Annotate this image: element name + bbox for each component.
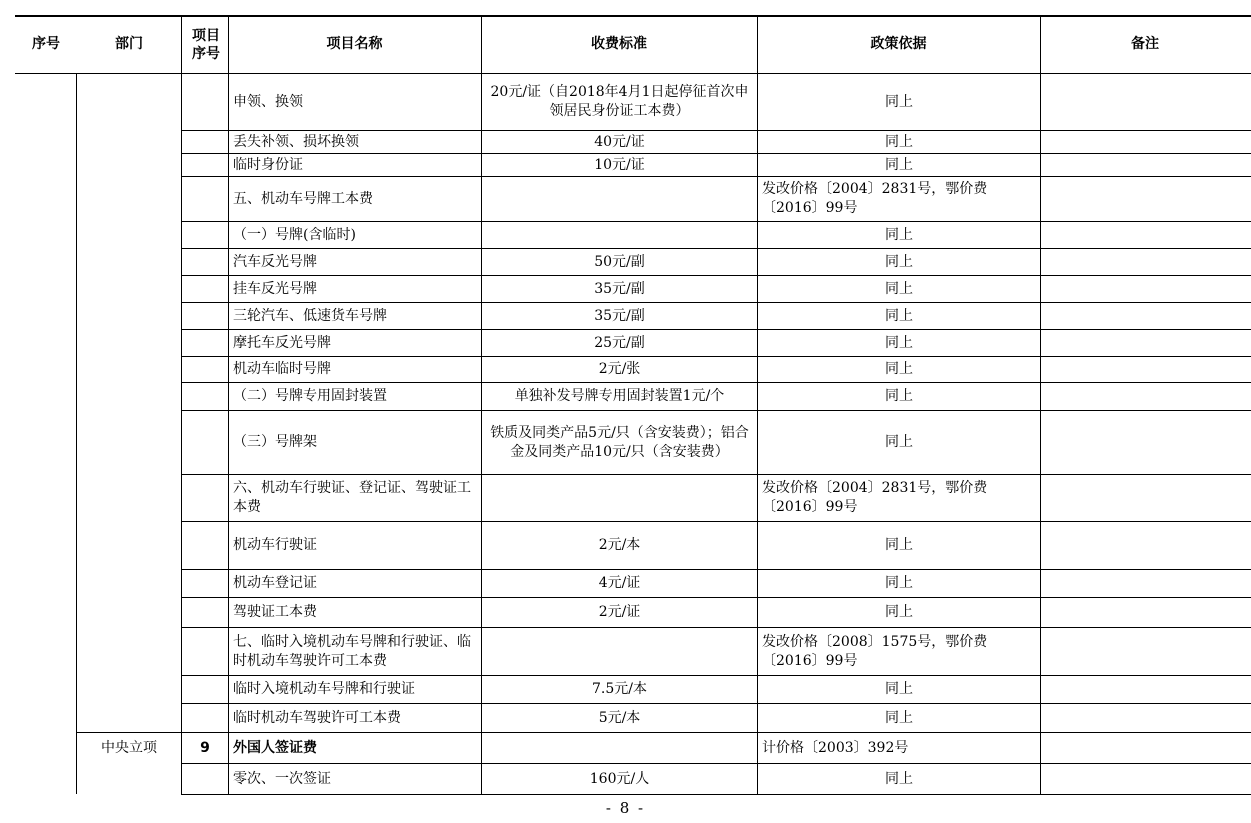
- row-divider: [181, 302, 1251, 303]
- row-fee-standard: [482, 475, 757, 521]
- row-fee-standard: 40元/证: [594, 133, 645, 150]
- header-item-seq: 项目序号: [192, 27, 220, 62]
- column-divider: [481, 73, 482, 794]
- header-basis: 政策依据: [870, 36, 927, 52]
- row-divider: [181, 410, 1251, 411]
- row-item-name: （一）号牌(含临时): [233, 226, 356, 243]
- row-divider: [181, 627, 1251, 628]
- header-divider: [1040, 15, 1041, 73]
- row-policy-basis: 同上: [885, 226, 913, 243]
- row-item-seq: 9: [200, 739, 210, 756]
- row-policy-basis: 同上: [885, 575, 913, 591]
- row-fee-standard: 单独补发号牌专用固封装置1元/个: [514, 388, 725, 404]
- row-item-name: 摩托车反光号牌: [233, 334, 331, 351]
- row-divider: [181, 329, 1251, 330]
- row-policy-basis: 同上: [885, 253, 913, 270]
- dept-row-top: [76, 732, 181, 733]
- row-policy-basis: 同上: [885, 681, 913, 697]
- row-item-name: 驾驶证工本费: [233, 604, 317, 620]
- row-divider: [181, 153, 1251, 154]
- header-divider: [481, 15, 482, 73]
- row-item-name: 三轮汽车、低速货车号牌: [233, 307, 387, 324]
- row-policy-basis: 发改价格〔2004〕2831号，鄂价费〔2016〕99号: [762, 480, 988, 515]
- row-fee-standard: 4元/证: [598, 575, 641, 591]
- row-item-name: 临时入境机动车号牌和行驶证: [233, 681, 415, 697]
- row-fee-standard: 20元/证（自2018年4月1日起停征首次申领居民身份证工本费）: [490, 84, 749, 119]
- row-divider: [181, 356, 1251, 357]
- row-fee-standard: 35元/副: [594, 280, 645, 297]
- row-divider: [181, 130, 1251, 131]
- row-policy-basis: 发改价格〔2004〕2831号，鄂价费〔2016〕99号: [762, 181, 988, 216]
- row-policy-basis: 同上: [885, 709, 913, 726]
- row-fee-standard: [482, 222, 757, 248]
- row-policy-basis: 同上: [885, 604, 913, 620]
- row-fee-standard: 10元/证: [594, 156, 645, 173]
- row-fee-standard: 160元/人: [589, 770, 650, 787]
- header-divider: [757, 15, 758, 73]
- column-divider: [181, 73, 182, 794]
- header-dept: 部门: [115, 36, 143, 52]
- row-item-name: 六、机动车行驶证、登记证、驾驶证工本费: [233, 480, 471, 515]
- row-item-name: 机动车临时号牌: [233, 361, 331, 377]
- row-policy-basis: 同上: [885, 388, 913, 404]
- row-item-name: 外国人签证费: [233, 739, 317, 756]
- header-bottom-border: [15, 73, 1251, 74]
- row-item-name: 挂车反光号牌: [233, 280, 317, 297]
- row-divider: [181, 794, 1251, 795]
- row-divider: [181, 221, 1251, 222]
- row-divider: [181, 763, 1251, 764]
- row-policy-basis: 发改价格〔2008〕1575号，鄂价费〔2016〕99号: [762, 633, 988, 669]
- row-item-name: 零次、一次签证: [233, 770, 331, 787]
- column-divider: [1040, 73, 1041, 794]
- row-policy-basis: 同上: [885, 307, 913, 324]
- row-policy-basis: 同上: [885, 133, 913, 150]
- header-divider: [181, 15, 182, 73]
- row-item-name: 机动车登记证: [233, 575, 317, 591]
- page-number: - 8 -: [605, 799, 646, 817]
- header-fee: 收费标准: [591, 36, 647, 52]
- row-item-name: 机动车行驶证: [233, 537, 317, 553]
- row-policy-basis: 同上: [885, 156, 913, 173]
- row-policy-basis: 同上: [885, 434, 913, 450]
- row-divider: [181, 597, 1251, 598]
- row-divider: [181, 703, 1251, 704]
- row-policy-basis: 同上: [885, 361, 913, 377]
- row-divider: [181, 732, 1251, 733]
- header-seq: 序号: [32, 36, 60, 52]
- row-fee-standard: 2元/张: [598, 361, 641, 377]
- row-divider: [181, 176, 1251, 177]
- row-fee-standard: [482, 628, 757, 675]
- row-item-name: 五、机动车号牌工本费: [233, 190, 373, 207]
- row-fee-standard: [482, 177, 757, 221]
- row-fee-standard: 25元/副: [594, 334, 645, 351]
- row-fee-standard: 35元/副: [594, 307, 645, 324]
- row-fee-standard: 5元/本: [598, 709, 641, 726]
- row-divider: [181, 675, 1251, 676]
- row-policy-basis: 计价格〔2003〕392号: [762, 739, 909, 756]
- row-policy-basis: 同上: [885, 537, 913, 553]
- row-fee-standard: [482, 733, 757, 763]
- row-item-name: 汽车反光号牌: [233, 253, 317, 270]
- row-fee-standard: 2元/本: [598, 537, 641, 553]
- row-policy-basis: 同上: [885, 334, 913, 351]
- column-divider: [757, 73, 758, 794]
- row-item-name: 临时身份证: [233, 156, 303, 173]
- row-fee-standard: 铁质及同类产品5元/只（含安装费）；铝合金及同类产品10元/只（含安装费）: [490, 424, 749, 460]
- row-item-name: 七、临时入境机动车号牌和行驶证、临时机动车驾驶许可工本费: [233, 633, 471, 669]
- row-divider: [181, 248, 1251, 249]
- row-divider: [181, 521, 1251, 522]
- row-divider: [181, 275, 1251, 276]
- row-policy-basis: 同上: [885, 280, 913, 297]
- row-dept: 中央立项: [101, 739, 157, 756]
- row-fee-standard: 2元/证: [598, 604, 641, 620]
- row-fee-standard: 50元/副: [594, 253, 645, 270]
- row-item-name: 丢失补领、损坏换领: [233, 133, 359, 150]
- row-policy-basis: 同上: [885, 770, 913, 787]
- column-divider: [228, 73, 229, 794]
- row-item-name: 申领、换领: [233, 93, 303, 110]
- row-fee-standard: 7.5元/本: [592, 681, 647, 697]
- row-divider: [181, 382, 1251, 383]
- header-divider: [228, 15, 229, 73]
- dept-column-left-border: [76, 73, 77, 794]
- header-note: 备注: [1131, 36, 1159, 52]
- table-top-border: [15, 15, 1251, 17]
- header-name: 项目名称: [326, 36, 383, 52]
- row-item-name: （二）号牌专用固封装置: [233, 388, 387, 404]
- row-policy-basis: 同上: [885, 93, 913, 110]
- row-item-name: 临时机动车驾驶许可工本费: [233, 709, 401, 726]
- row-divider: [181, 569, 1251, 570]
- row-item-name: （三）号牌架: [233, 434, 317, 450]
- row-divider: [181, 474, 1251, 475]
